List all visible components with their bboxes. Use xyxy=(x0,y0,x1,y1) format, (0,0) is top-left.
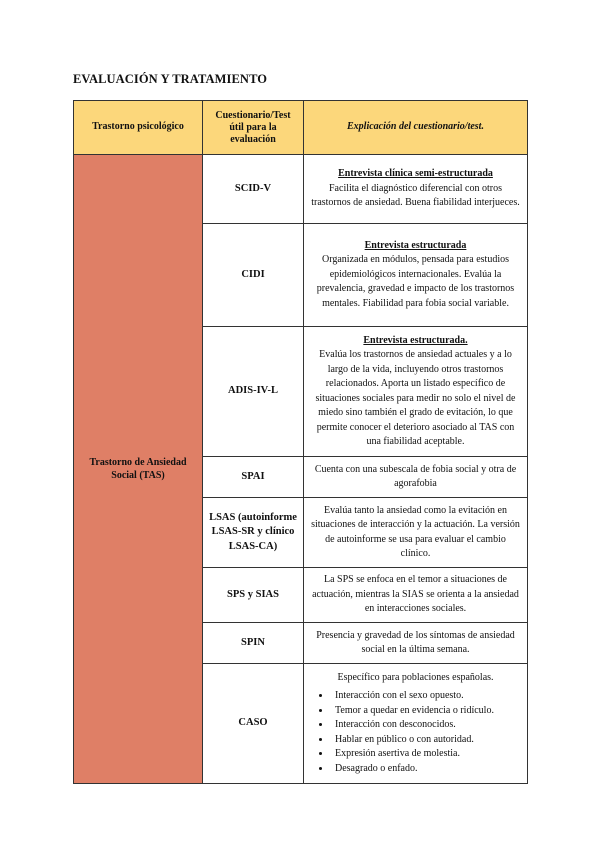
list-item: • Expresión asertiva de molestia. xyxy=(331,747,520,762)
test-explanation: Presencia y gravedad de los síntomas de ansiedad social en la última semana. xyxy=(304,623,528,664)
header-explanation: Explicación del cuestionario/test. xyxy=(304,101,528,155)
test-explanation xyxy=(304,155,528,224)
test-explanation: La SPS se enfoca en el temor a situaciones de actuación, mientras la SIAS se orienta a la ansiedad en interacciones sociales. xyxy=(304,568,528,623)
list-item: • Interacción con desconocidos. xyxy=(331,718,520,733)
test-explanation: Evalúa tanto la ansiedad como la evitación en situaciones de interacción y la actuación. La versión de autoinforme se usa para evaluar el cambio clínico. xyxy=(304,498,528,568)
table-row xyxy=(74,155,528,224)
explanation-text: Facilita el diagnóstico diferencial con otros trastornos de ansiedad. Buena fiabilidad interjueces. xyxy=(311,182,520,209)
test-explanation xyxy=(304,224,528,327)
test-explanation xyxy=(304,664,528,784)
list-item: • Temor a quedar en evidencia o ridículo. xyxy=(331,704,520,719)
header-test: Cuestionario/Test útil para la evaluación xyxy=(203,101,304,155)
explanation-heading: Entrevista estructurada. xyxy=(363,334,468,346)
bullet-list xyxy=(311,689,520,776)
explanation-text: Evalúa los trastornos de ansiedad actuales y a lo largo de la vida, incluyendo otros trastornos relacionados. Aporta un listado específico de situaciones sociales para medir no solo el nivel de miedo sino también el grado de evitación, lo que permite conocer el deterioro asociado al TAS con una fiabilidad aceptable. xyxy=(315,349,516,447)
test-name: ADIS-IV-L xyxy=(203,327,304,457)
header-disorder: Trastorno psicológico xyxy=(74,101,203,155)
test-name: CASO xyxy=(203,664,304,784)
explanation-heading: Entrevista clínica semi-estructurada xyxy=(338,168,493,180)
explanation-text: Específico para poblaciones españolas. xyxy=(337,671,494,683)
table-header-row xyxy=(74,101,528,155)
test-name: CIDI xyxy=(203,224,304,327)
test-name: SCID-V xyxy=(203,155,304,224)
list-item: • Desagrado o enfado. xyxy=(331,762,520,777)
test-name: SPAI xyxy=(203,457,304,498)
explanation-heading: Entrevista estructurada xyxy=(364,239,467,251)
explanation-text: Organizada en módulos, pensada para estudios epidemiológicos internacionales. Evalúa la prevalencia, gravedad e impacto de los trastornos mentales. Fiabilidad para fobia social variable. xyxy=(316,254,515,309)
test-explanation xyxy=(304,327,528,457)
test-name: SPS y SIAS xyxy=(203,568,304,623)
test-explanation: Cuenta con una subescala de fobia social y otra de agorafobia xyxy=(304,457,528,498)
page-title: EVALUACIÓN Y TRATAMIENTO xyxy=(73,72,268,86)
disorder-cell: Trastorno de Ansiedad Social (TAS) xyxy=(74,155,203,784)
test-name: SPIN xyxy=(203,623,304,664)
list-item: • Interacción con el sexo opuesto. xyxy=(331,689,520,704)
test-name: LSAS (autoinforme LSAS-SR y clínico LSAS-CA) xyxy=(203,498,304,568)
list-item: • Hablar en público o con autoridad. xyxy=(331,733,520,748)
evaluation-table xyxy=(73,100,528,784)
